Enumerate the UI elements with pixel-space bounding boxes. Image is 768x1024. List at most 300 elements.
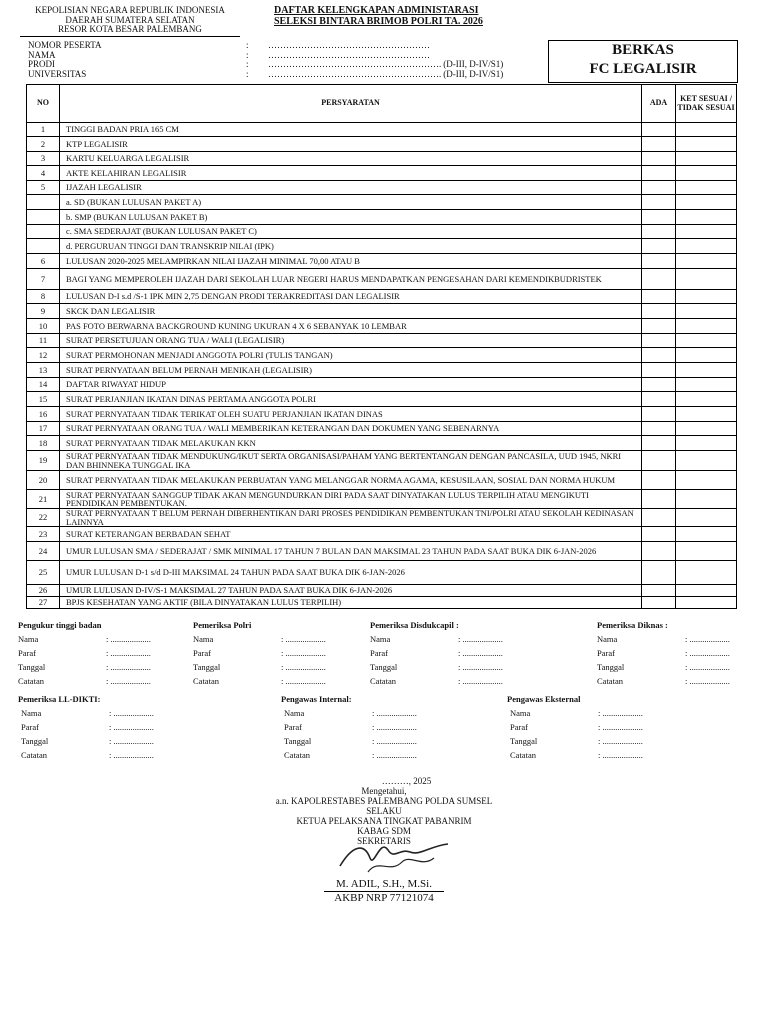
berkas-subtitle: FC LEGALISIR xyxy=(589,61,697,77)
requirement-number: 22 xyxy=(27,509,60,527)
signature-line: SEKRETARIS xyxy=(357,836,411,846)
requirement-text: UMUR LULUSAN D-IV/S-1 MAKSIMAL 27 TAHUN PADA SAAT BUKA DIK 6-JAN-2026 xyxy=(60,585,642,597)
examiner-field-value[interactable]: : ................... xyxy=(372,750,417,760)
requirement-row xyxy=(27,304,737,319)
ada-check-cell[interactable] xyxy=(642,334,676,348)
requirement-text: UMUR LULUSAN SMA / SEDERAJAT / SMK MINIMAL 17 TAHUN 7 BULAN DAN MAKSIMAL 23 TAHUN PADA SAAT BUKA DIK 6-JAN-2026 xyxy=(60,542,642,561)
col-req-header: PERSYARATAN xyxy=(60,85,642,123)
examiner-field-label: Tanggal xyxy=(510,736,538,746)
requirement-row xyxy=(27,123,737,137)
ada-check-cell[interactable] xyxy=(642,152,676,166)
examiner-field-value[interactable]: : ................... xyxy=(372,708,417,718)
ket-cell[interactable] xyxy=(676,407,737,422)
examiner-field-label: Nama xyxy=(370,634,391,644)
requirement-number: 18 xyxy=(27,436,60,451)
requirement-row xyxy=(27,348,737,363)
identity-colon: : xyxy=(246,59,249,69)
identity-label: PRODI xyxy=(28,59,56,69)
ket-cell[interactable] xyxy=(676,585,737,597)
examiner-field-label: Catatan xyxy=(284,750,310,760)
requirement-number xyxy=(27,210,60,225)
ket-cell[interactable] xyxy=(676,490,737,509)
ket-cell[interactable] xyxy=(676,451,737,471)
requirement-number: 6 xyxy=(27,254,60,269)
requirement-number: 17 xyxy=(27,422,60,436)
requirement-number: 3 xyxy=(27,152,60,166)
requirement-text: SURAT PERMOHONAN MENJADI ANGGOTA POLRI (TULIS TANGAN) xyxy=(60,348,642,363)
requirement-text: UMUR LULUSAN D-1 s/d D-III MAKSIMAL 24 TAHUN PADA SAAT BUKA DIK 6-JAN-2026 xyxy=(60,561,642,585)
requirement-number: 1 xyxy=(27,123,60,137)
signatory-name: M. ADIL, S.H., M.Si. xyxy=(324,878,444,892)
ket-cell[interactable] xyxy=(676,348,737,363)
requirement-number: 5 xyxy=(27,181,60,195)
requirement-row xyxy=(27,407,737,422)
identity-value-field[interactable]: …………………………………………………. xyxy=(268,59,442,69)
requirement-number: 25 xyxy=(27,561,60,585)
requirement-text: SURAT PERNYATAAN ORANG TUA / WALI MEMBERIKAN KETERANGAN DAN DOKUMEN YANG SEBENARNYA xyxy=(60,422,642,436)
ket-cell[interactable] xyxy=(676,210,737,225)
examiner-field-value[interactable]: : ................... xyxy=(598,750,643,760)
requirement-row xyxy=(27,561,737,585)
ada-check-cell[interactable] xyxy=(642,471,676,490)
ket-cell[interactable] xyxy=(676,166,737,181)
examiner-field-label: Catatan xyxy=(21,750,47,760)
berkas-box xyxy=(548,40,738,83)
requirement-text: SURAT PERNYATAAN BELUM PERNAH MENIKAH (LEGALISIR) xyxy=(60,363,642,378)
examiner-field-label: Tanggal xyxy=(597,662,625,672)
examiner-field xyxy=(281,734,417,748)
signatory xyxy=(0,878,768,905)
identity-row xyxy=(28,70,503,80)
examiner-field-value[interactable]: : ................... xyxy=(598,708,643,718)
requirement-row xyxy=(27,471,737,490)
examiner-field-label: Nama xyxy=(193,634,214,644)
examiners-row-2 xyxy=(18,692,758,764)
identity-value-field[interactable]: …………………………………………………. xyxy=(268,68,442,79)
ket-cell[interactable] xyxy=(676,269,737,290)
examiner-title: Pengawas Internal: xyxy=(281,694,352,704)
requirement-text: SURAT PERNYATAAN T BELUM PERNAH DIBERHENTIKAN DARI PROSES PENDIDIKAN PEMBENTUKAN TNI/POLRI ATAU SEKOLAH KEDINASAN LAINNYA xyxy=(60,509,642,527)
ket-cell[interactable] xyxy=(676,123,737,137)
examiner-field-value[interactable]: : ................... xyxy=(109,708,154,718)
ket-cell[interactable] xyxy=(676,436,737,451)
examiner-field-label: Paraf xyxy=(510,722,528,732)
institution-line-2: DAERAH SUMATERA SELATAN xyxy=(65,14,195,25)
requirement-row xyxy=(27,166,737,181)
examiner-field-label: Paraf xyxy=(21,722,39,732)
ket-cell[interactable] xyxy=(676,542,737,561)
examiner-field-value[interactable]: : ................... xyxy=(281,676,326,686)
examiner-field-value[interactable]: : ................... xyxy=(458,676,503,686)
requirement-row xyxy=(27,378,737,392)
requirement-row xyxy=(27,542,737,561)
requirement-text: SURAT PERSETUJUAN ORANG TUA / WALI (LEGALISIR) xyxy=(60,334,642,348)
examiner-field xyxy=(370,646,503,660)
ada-check-cell[interactable] xyxy=(642,451,676,471)
requirement-number: 4 xyxy=(27,166,60,181)
identity-note: (D-III, D-IV/S1) xyxy=(443,68,504,79)
identity-label: NOMOR PESERTA xyxy=(28,40,102,50)
examiner-block xyxy=(193,618,326,688)
identity-note: (D-III, D-IV/S1) xyxy=(443,59,504,69)
requirement-row xyxy=(27,181,737,195)
requirement-number xyxy=(27,225,60,239)
ada-check-cell[interactable] xyxy=(642,290,676,304)
examiner-field-value[interactable]: : ................... xyxy=(685,648,730,658)
ket-cell[interactable] xyxy=(676,561,737,585)
examiner-title: Pemeriksa Polri xyxy=(193,620,252,630)
requirement-text: b. SMP (BUKAN LULUSAN PAKET B) xyxy=(60,210,642,225)
examiner-field-value[interactable]: : ................... xyxy=(685,634,730,644)
examiner-field-label: Paraf xyxy=(597,648,615,658)
examiner-field-value[interactable]: : ................... xyxy=(685,662,730,672)
requirement-text: BAGI YANG MEMPEROLEH IJAZAH DARI SEKOLAH LUAR NEGERI HARUS MENDAPATKAN PENGESAHAN DARI KEMENDIKBUDRISTEK xyxy=(60,269,642,290)
examiner-field xyxy=(18,706,154,720)
examiner-field xyxy=(597,646,730,660)
identity-value-field[interactable]: ……………………………………………… xyxy=(268,49,430,60)
requirement-row xyxy=(27,597,737,609)
ada-check-cell[interactable] xyxy=(642,561,676,585)
examiner-field-value[interactable]: : ................... xyxy=(458,648,503,658)
examiner-title: Pemeriksa Disdukcapil : xyxy=(370,620,459,630)
requirement-text: SURAT PERNYATAAN TIDAK TERIKAT OLEH SUATU PERJANJIAN IKATAN DINAS xyxy=(60,407,642,422)
requirement-text: KTP LEGALISIR xyxy=(60,137,642,152)
examiner-field-value[interactable]: : ................... xyxy=(106,662,151,672)
examiner-field-label: Catatan xyxy=(370,676,396,686)
document-title-line-1: DAFTAR KELENGKAPAN ADMINISTARASI xyxy=(274,5,479,16)
examiner-field-value[interactable]: : ................... xyxy=(458,634,503,644)
requirement-row xyxy=(27,290,737,304)
ada-check-cell[interactable] xyxy=(642,378,676,392)
examiner-field xyxy=(597,660,730,674)
ket-cell[interactable] xyxy=(676,363,737,378)
requirement-text: LULUSAN D-I s.d /S-1 IPK MIN 2,75 DENGAN PRODI TERAKREDITASI DAN LEGALISIR xyxy=(60,290,642,304)
requirement-row xyxy=(27,269,737,290)
participant-identity xyxy=(28,41,503,79)
examiner-field xyxy=(507,706,643,720)
examiner-field-value[interactable]: : ................... xyxy=(281,634,326,644)
identity-label: NAMA xyxy=(28,49,56,60)
requirement-row xyxy=(27,509,737,527)
requirement-number: 16 xyxy=(27,407,60,422)
examiner-field xyxy=(193,646,326,660)
requirement-number: 12 xyxy=(27,348,60,363)
examiner-field-label: Nama xyxy=(18,634,39,644)
ket-cell[interactable] xyxy=(676,527,737,542)
examiner-block xyxy=(597,618,730,688)
requirement-text: LULUSAN 2020-2025 MELAMPIRKAN NILAI IJAZAH MINIMAL 70,00 ATAU B xyxy=(60,254,642,269)
examiner-field xyxy=(281,748,417,762)
ket-cell[interactable] xyxy=(676,137,737,152)
identity-colon: : xyxy=(246,49,249,60)
signature-line: KETUA PELAKSANA TINGKAT PABANRIM xyxy=(296,816,472,826)
ada-check-cell[interactable] xyxy=(642,407,676,422)
examiner-field-value[interactable]: : ................... xyxy=(281,662,326,672)
requirement-number: 8 xyxy=(27,290,60,304)
identity-label: UNIVERSITAS xyxy=(28,68,87,79)
ada-check-cell[interactable] xyxy=(642,269,676,290)
identity-value-field[interactable]: ……………………………………………… xyxy=(268,40,430,50)
ket-cell[interactable] xyxy=(676,304,737,319)
examiner-field-label: Nama xyxy=(597,634,618,644)
ada-check-cell[interactable] xyxy=(642,422,676,436)
requirement-text: SKCK DAN LEGALISIR xyxy=(60,304,642,319)
examiner-field-value[interactable]: : ................... xyxy=(372,722,417,732)
examiner-field xyxy=(18,632,151,646)
requirement-row xyxy=(27,239,737,254)
institution-line-3: RESOR KOTA BESAR PALEMBANG xyxy=(58,24,202,34)
ada-check-cell[interactable] xyxy=(642,527,676,542)
ket-cell[interactable] xyxy=(676,239,737,254)
examiner-field xyxy=(281,706,417,720)
requirement-number xyxy=(27,239,60,254)
ada-check-cell[interactable] xyxy=(642,123,676,137)
requirement-number: 27 xyxy=(27,597,60,609)
requirement-text: IJAZAH LEGALISIR xyxy=(60,181,642,195)
examiner-field-label: Catatan xyxy=(18,676,44,686)
document-title xyxy=(274,5,483,27)
examiner-title: Pengawas Eksternal xyxy=(507,694,581,704)
examiner-field-label: Paraf xyxy=(284,722,302,732)
examiner-field-label: Paraf xyxy=(370,648,388,658)
requirement-row xyxy=(27,210,737,225)
ket-cell[interactable] xyxy=(676,471,737,490)
requirement-number: 26 xyxy=(27,585,60,597)
examiner-field-label: Tanggal xyxy=(370,662,398,672)
examiner-block xyxy=(18,692,154,762)
signature-date: ………, 2025 xyxy=(381,776,432,786)
requirement-row xyxy=(27,436,737,451)
ada-check-cell[interactable] xyxy=(642,392,676,407)
examiner-field-label: Tanggal xyxy=(284,736,312,746)
examiner-field xyxy=(507,734,643,748)
examiner-field xyxy=(370,660,503,674)
requirement-row xyxy=(27,527,737,542)
examiner-field-label: Tanggal xyxy=(18,662,46,672)
ket-cell[interactable] xyxy=(676,597,737,609)
col-ket-header: KET SESUAI / TIDAK SESUAI xyxy=(676,85,737,123)
requirement-row xyxy=(27,392,737,407)
examiner-block xyxy=(370,618,503,688)
requirement-text: TINGGI BADAN PRIA 165 CM xyxy=(60,123,642,137)
signature-line: KABAG SDM xyxy=(357,826,411,836)
examiner-field xyxy=(370,674,503,688)
requirement-number: 2 xyxy=(27,137,60,152)
requirement-number: 9 xyxy=(27,304,60,319)
signature-line: SELAKU xyxy=(366,806,402,816)
requirement-row xyxy=(27,334,737,348)
examiner-field xyxy=(18,660,151,674)
ada-check-cell[interactable] xyxy=(642,597,676,609)
examiner-field-label: Nama xyxy=(284,708,305,718)
examiner-field-value[interactable]: : ................... xyxy=(109,736,154,746)
examiner-title: Pemeriksa LL-DIKTI: xyxy=(18,694,101,704)
requirement-text: AKTE KELAHIRAN LEGALISIR xyxy=(60,166,642,181)
signatory-rank: AKBP NRP 77121074 xyxy=(334,892,434,904)
examiner-field-value[interactable]: : ................... xyxy=(685,676,730,686)
requirement-row xyxy=(27,585,737,597)
berkas-title: BERKAS xyxy=(612,42,674,58)
ada-check-cell[interactable] xyxy=(642,348,676,363)
requirement-number: 10 xyxy=(27,319,60,334)
examiner-title: Pemeriksa Diknas : xyxy=(597,620,668,630)
examiner-field-value[interactable]: : ................... xyxy=(458,662,503,672)
ada-check-cell[interactable] xyxy=(642,181,676,195)
examiner-field-value[interactable]: : ................... xyxy=(106,676,151,686)
ket-cell[interactable] xyxy=(676,195,737,210)
requirement-number: 21 xyxy=(27,490,60,509)
examiner-field-value[interactable]: : ................... xyxy=(372,736,417,746)
ada-check-cell[interactable] xyxy=(642,225,676,239)
examiner-field-label: Tanggal xyxy=(193,662,221,672)
examiner-block xyxy=(281,692,417,762)
requirement-text: SURAT PERJANJIAN IKATAN DINAS PERTAMA ANGGOTA POLRI xyxy=(60,392,642,407)
ket-cell[interactable] xyxy=(676,378,737,392)
requirement-row xyxy=(27,195,737,210)
examiner-field xyxy=(597,632,730,646)
examiner-field xyxy=(281,720,417,734)
ada-check-cell[interactable] xyxy=(642,254,676,269)
examiner-field xyxy=(18,646,151,660)
header-rule xyxy=(20,36,240,37)
examiner-field-value[interactable]: : ................... xyxy=(109,722,154,732)
examiner-field-label: Nama xyxy=(510,708,531,718)
examiner-field-value[interactable]: : ................... xyxy=(106,634,151,644)
requirement-text: SURAT PERNYATAAN TIDAK MENDUKUNG/IKUT SERTA ORGANISASI/PAHAM YANG BERTENTANGAN DENGAN PANCASILA, UUD 1945, NKRI DAN BHINNEKA TUNGGAL IKA xyxy=(60,451,642,471)
ket-cell[interactable] xyxy=(676,392,737,407)
examiner-title: Pengukur tinggi badan xyxy=(18,620,102,630)
requirement-number: 13 xyxy=(27,363,60,378)
requirement-number: 7 xyxy=(27,269,60,290)
requirement-number: 11 xyxy=(27,334,60,348)
identity-colon: : xyxy=(246,40,249,50)
ket-cell[interactable] xyxy=(676,334,737,348)
examiner-field xyxy=(193,674,326,688)
requirement-number xyxy=(27,195,60,210)
examiner-field-value[interactable]: : ................... xyxy=(598,736,643,746)
requirement-row xyxy=(27,490,737,509)
requirement-text: a. SD (BUKAN LULUSAN PAKET A) xyxy=(60,195,642,210)
ada-check-cell[interactable] xyxy=(642,304,676,319)
examiner-field-value[interactable]: : ................... xyxy=(598,722,643,732)
examiner-field-label: Paraf xyxy=(18,648,36,658)
col-ada-header: ADA xyxy=(642,85,676,123)
requirement-text: KARTU KELUARGA LEGALISIR xyxy=(60,152,642,166)
examiner-field-label: Catatan xyxy=(193,676,219,686)
requirement-row xyxy=(27,152,737,166)
identity-colon: : xyxy=(246,68,249,79)
examiner-field-value[interactable]: : ................... xyxy=(281,648,326,658)
ada-check-cell[interactable] xyxy=(642,319,676,334)
examiner-field-label: Catatan xyxy=(510,750,536,760)
examiner-field-label: Tanggal xyxy=(21,736,49,746)
ada-check-cell[interactable] xyxy=(642,509,676,527)
signature-line: a.n. KAPOLRESTABES PALEMBANG POLDA SUMSEL xyxy=(275,796,493,806)
requirement-text: BPJS KESEHATAN YANG AKTIF (BILA DINYATAKAN LULUS TERPILIH) xyxy=(60,597,642,609)
requirement-number: 20 xyxy=(27,471,60,490)
examiner-field xyxy=(507,748,643,762)
ket-cell[interactable] xyxy=(676,422,737,436)
examiner-block xyxy=(18,618,151,688)
requirement-text: c. SMA SEDERAJAT (BUKAN LULUSAN PAKET C) xyxy=(60,225,642,239)
ada-check-cell[interactable] xyxy=(642,542,676,561)
requirement-text: DAFTAR RIWAYAT HIDUP xyxy=(60,378,642,392)
examiner-block xyxy=(507,692,643,762)
examiner-field xyxy=(597,674,730,688)
requirement-row xyxy=(27,254,737,269)
requirement-row xyxy=(27,319,737,334)
ada-check-cell[interactable] xyxy=(642,363,676,378)
examiner-field-value[interactable]: : ................... xyxy=(106,648,151,658)
examiners-row-1 xyxy=(18,618,758,688)
ket-cell[interactable] xyxy=(676,225,737,239)
requirement-text: PAS FOTO BERWARNA BACKGROUND KUNING UKURAN 4 X 6 SEBANYAK 10 LEMBAR xyxy=(60,319,642,334)
requirement-number: 23 xyxy=(27,527,60,542)
ket-cell[interactable] xyxy=(676,319,737,334)
examiner-field-label: Catatan xyxy=(597,676,623,686)
requirements-table xyxy=(26,84,737,609)
ada-check-cell[interactable] xyxy=(642,436,676,451)
ada-check-cell[interactable] xyxy=(642,239,676,254)
examiner-field xyxy=(507,720,643,734)
examiner-field-value[interactable]: : ................... xyxy=(109,750,154,760)
ada-check-cell[interactable] xyxy=(642,585,676,597)
ada-check-cell[interactable] xyxy=(642,490,676,509)
ket-cell[interactable] xyxy=(676,509,737,527)
signature-line: Mengetahui, xyxy=(361,786,407,796)
col-no-header: NO xyxy=(27,85,60,123)
requirement-row xyxy=(27,363,737,378)
requirement-row xyxy=(27,225,737,239)
examiner-field xyxy=(18,674,151,688)
requirement-number: 15 xyxy=(27,392,60,407)
requirement-number: 24 xyxy=(27,542,60,561)
ada-check-cell[interactable] xyxy=(642,210,676,225)
ket-cell[interactable] xyxy=(676,254,737,269)
document-title-line-2: SELEKSI BINTARA BRIMOB POLRI TA. 2026 xyxy=(274,16,483,27)
institution-line-1: KEPOLISIAN NEGARA REPUBLIK INDONESIA xyxy=(35,5,225,15)
examiner-field-label: Nama xyxy=(21,708,42,718)
requirement-row xyxy=(27,451,737,471)
institution-header xyxy=(14,6,246,37)
identity-row xyxy=(28,41,503,51)
requirement-row xyxy=(27,422,737,436)
table-header-row xyxy=(27,85,737,123)
examiner-field xyxy=(193,660,326,674)
ket-cell[interactable] xyxy=(676,152,737,166)
requirement-text: SURAT PERNYATAAN TIDAK MELAKUKAN PERBUATAN YANG MELANGGAR NORMA AGAMA, KESUSILAAN, SOSIAL DAN NORMA HUKUM xyxy=(60,471,642,490)
ada-check-cell[interactable] xyxy=(642,166,676,181)
ada-check-cell[interactable] xyxy=(642,195,676,210)
requirement-text: SURAT PERNYATAAN SANGGUP TIDAK AKAN MENGUNDURKAN DIRI PADA SAAT DINYATAKAN LULUS TERPILIH ATAU MENGIKUTI PENDIDIKAN PEMBENTUKAN. xyxy=(60,490,642,509)
examiner-field xyxy=(18,720,154,734)
examiner-field xyxy=(18,748,154,762)
requirement-row xyxy=(27,137,737,152)
requirement-text: SURAT KETERANGAN BERBADAN SEHAT xyxy=(60,527,642,542)
requirement-number: 19 xyxy=(27,451,60,471)
ada-check-cell[interactable] xyxy=(642,137,676,152)
requirement-text: SURAT PERNYATAAN TIDAK MELAKUKAN KKN xyxy=(60,436,642,451)
examiner-field xyxy=(18,734,154,748)
examiner-field-label: Paraf xyxy=(193,648,211,658)
ket-cell[interactable] xyxy=(676,181,737,195)
examiner-field xyxy=(193,632,326,646)
requirement-text: d. PERGURUAN TINGGI DAN TRANSKRIP NILAI (IPK) xyxy=(60,239,642,254)
examiner-field xyxy=(370,632,503,646)
ket-cell[interactable] xyxy=(676,290,737,304)
handwritten-signature xyxy=(330,828,460,880)
requirement-number: 14 xyxy=(27,378,60,392)
